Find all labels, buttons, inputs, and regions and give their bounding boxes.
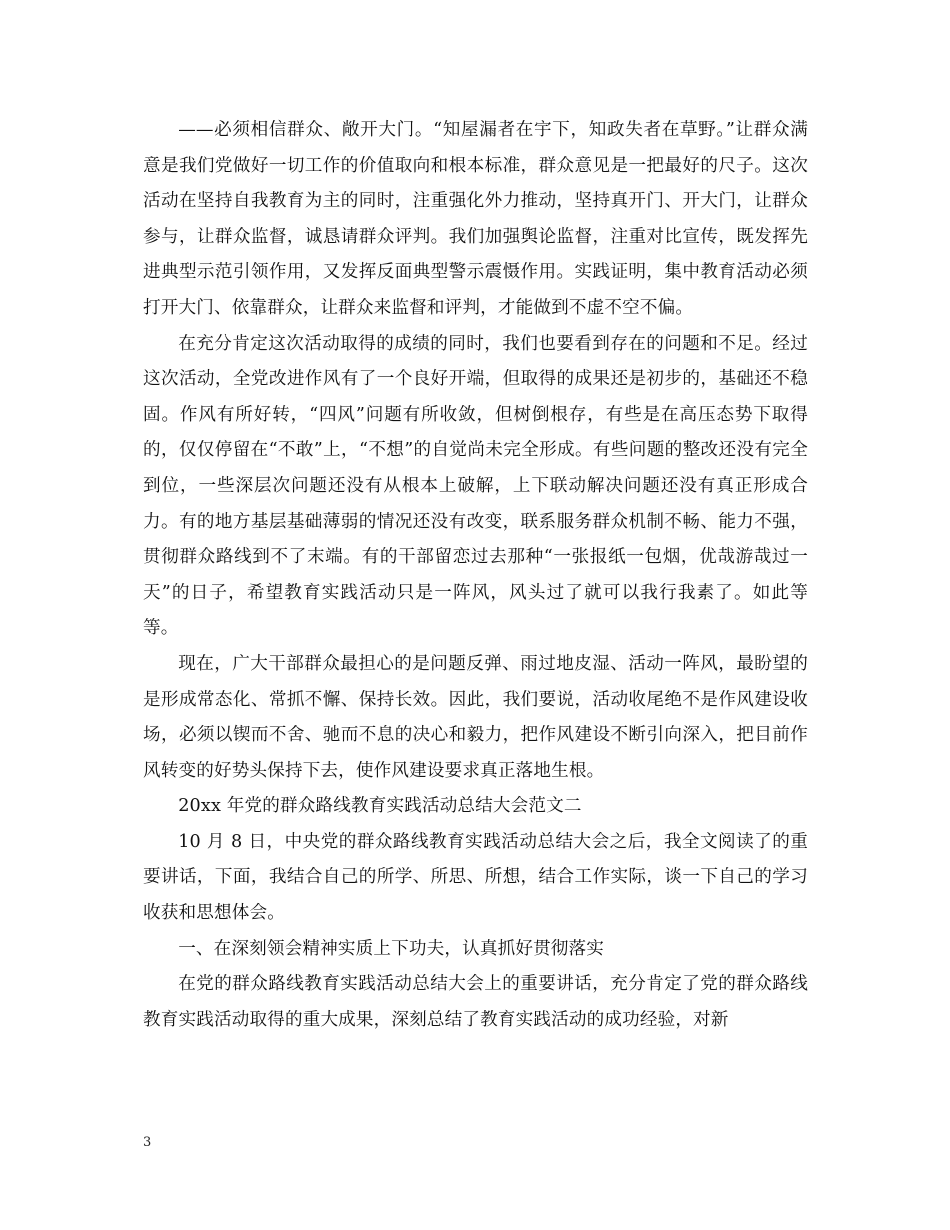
section-title: 20xx 年党的群众路线教育实践活动总结大会范文二 <box>178 796 582 817</box>
page-number: 3 <box>143 1135 152 1150</box>
paragraph: 现在，广大干部群众最担心的是问题反弹、雨过地皮湿、活动一阵风，最盼望的是形成常态化、常抓不懈、保持长效。因此，我们要说，活动收尾绝不是作风建设收场，必须以锲而不舍、驰而不息的决心和毅力，把作风建设不断引向深入，把目前作风转变的好势头保持下去，使作风建设要求真正落地生根。 <box>143 653 808 781</box>
paragraph: 10 月 8 日，中央党的群众路线教育实践活动总结大会之后，我全文阅读了的重要讲话，下面，我结合自己的所学、所思、所想，结合工作实际，谈一下自己的学习收获和思想体会。 <box>143 831 808 924</box>
section-heading: 一、在深刻领会精神实质上下功夫，认真抓好贯彻落实 <box>178 938 605 959</box>
document-body <box>143 113 808 1038</box>
paragraph: ——必须相信群众、敞开大门。“知屋漏者在宇下，知政失者在草野。”让群众满意是我们党做好一切工作的价值取向和根本标准，群众意见是一把最好的尺子。这次活动在坚持自我教育为主的同时，注重强化外力推动，坚持真开门、开大门，让群众参与，让群众监督，诚恳请群众评判。我们加强舆论监督，注重对比宣传，既发挥先进典型示范引领作用，又发挥反面典型警示震慑作用。实践证明，集中教育活动必须打开大门、依靠群众，让群众来监督和评判，才能做到不虚不空不偏。 <box>143 120 808 318</box>
paragraph: 在充分肯定这次活动取得的成绩的同时，我们也要看到存在的问题和不足。经过这次活动，全党改进作风有了一个良好开端，但取得的成果还是初步的，基础还不稳固。作风有所好转，“四风”问题有所收敛，但树倒根存，有些是在高压态势下取得的，仅仅停留在“不敢”上，“不想”的自觉尚未完全形成。有些问题的整改还没有完全到位，一些深层次问题还没有从根本上破解，上下联动解决问题还没有真正形成合力。有的地方基层基础薄弱的情况还没有改变，联系服务群众机制不畅、能力不强，贯彻群众路线到不了末端。有的干部留恋过去那种“一张报纸一包烟，优哉游哉过一天”的日子，希望教育实践活动只是一阵风，风头过了就可以我行我素了。如此等等。 <box>143 333 808 639</box>
paragraph: 在党的群众路线教育实践活动总结大会上的重要讲话，充分肯定了党的群众路线教育实践活动取得的重大成果，深刻总结了教育实践活动的成功经验，对新 <box>143 974 808 1030</box>
